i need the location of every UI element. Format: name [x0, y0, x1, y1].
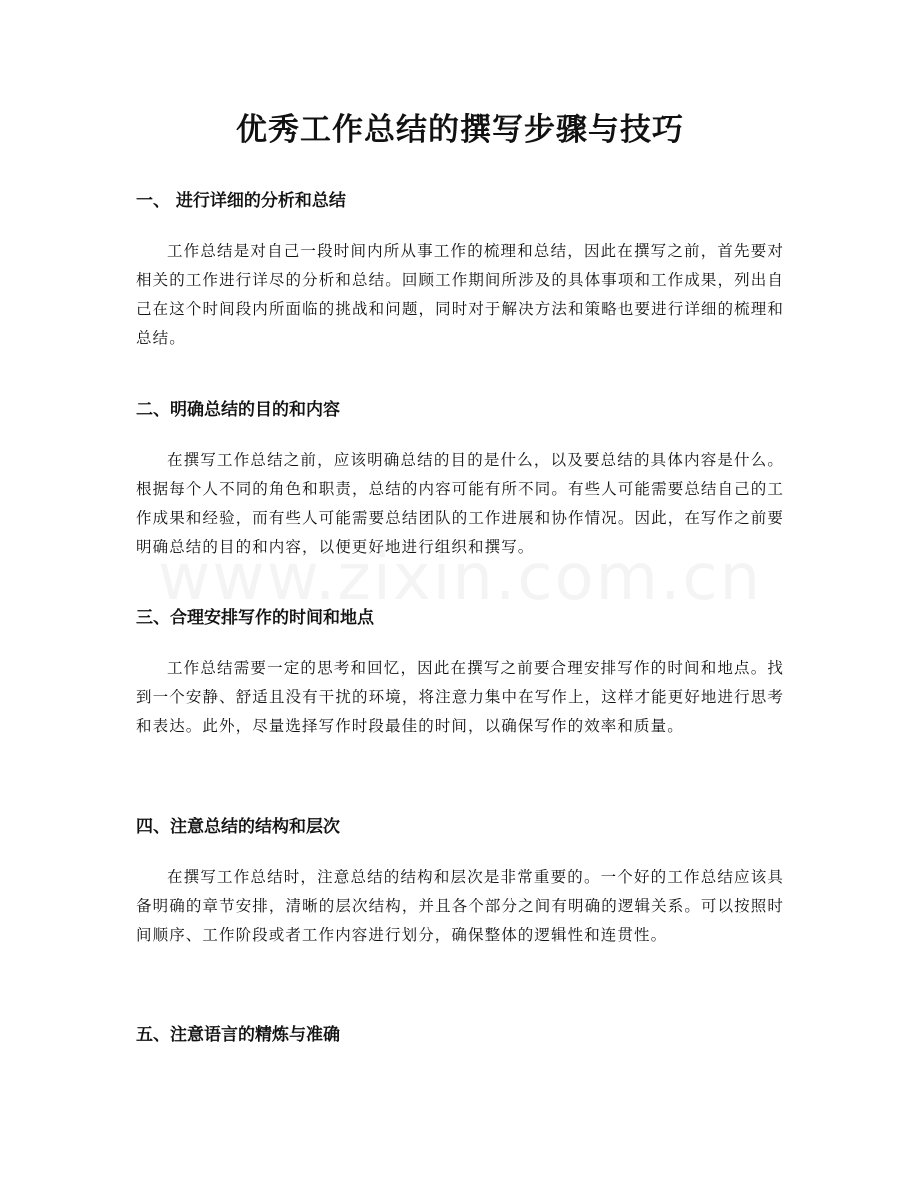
document-title: 优秀工作总结的撰写步骤与技巧	[236, 112, 684, 148]
section-body-1: 工作总结是对自己一段时间内所从事工作的梳理和总结，因此在撰写之前，首先要对相关的工作进行详尽的分析和总结。回顾工作期间所涉及的具体事项和工作成果，列出自己在这个时间段内所面临的挑战和问题，同时对于解决方法和策略也要进行详细的梳理和总结。	[136, 242, 784, 347]
section-heading-2: 二、明确总结的目的和内容	[136, 400, 340, 420]
section-body-4: 在撰写工作总结时，注意总结的结构和层次是非常重要的。一个好的工作总结应该具备明确的章节安排，清晰的层次结构，并且各个部分之间有明确的逻辑关系。可以按照时间顺序、工作阶段或者工作内容进行划分，确保整体的逻辑性和连贯性。	[136, 868, 784, 944]
section-body-2: 在撰写工作总结之前，应该明确总结的目的是什么，以及要总结的具体内容是什么。根据每个人不同的角色和职责，总结的内容可能有所不同。有些人可能需要总结自己的工作成果和经验，而有些人可能需要总结团队的工作进展和协作情况。因此，在写作之前要明确总结的目的和内容，以便更好地进行组织和撰写。	[136, 451, 784, 556]
section-heading-3: 三、合理安排写作的时间和地点	[136, 608, 374, 628]
section-heading-5: 五、注意语言的精炼与准确	[136, 1025, 340, 1045]
section-heading-1: 一、 进行详细的分析和总结	[136, 191, 346, 211]
section-heading-4: 四、注意总结的结构和层次	[136, 817, 340, 837]
section-body-3: 工作总结需要一定的思考和回忆，因此在撰写之前要合理安排写作的时间和地点。找到一个安静、舒适且没有干扰的环境，将注意力集中在写作上，这样才能更好地进行思考和表达。此外，尽量选择写作时段最佳的时间，以确保写作的效率和质量。	[136, 659, 784, 735]
